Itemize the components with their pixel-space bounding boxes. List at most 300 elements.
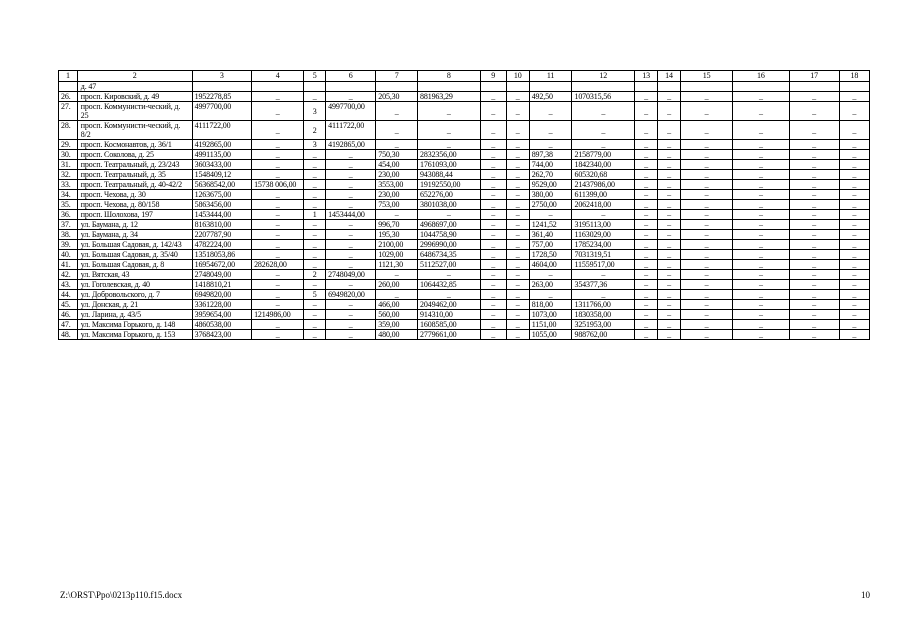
value-cell: 4997700,00 bbox=[192, 102, 251, 121]
value-cell: 6949820,00 bbox=[192, 290, 251, 300]
value-cell: – bbox=[733, 270, 789, 280]
value-cell: 5112527,00 bbox=[418, 260, 481, 270]
table-row bbox=[59, 160, 870, 170]
address-cell: ул. Максима Горького, д. 148 bbox=[77, 320, 192, 330]
value-cell: – bbox=[839, 280, 869, 290]
table-row bbox=[59, 300, 870, 310]
row-number: 29. bbox=[59, 140, 78, 150]
address-cell: просп. Соколова, д. 25 bbox=[77, 150, 192, 160]
address-cell: просп. Коммунисти-ческий, д. 25 bbox=[77, 102, 192, 121]
value-cell: _ bbox=[480, 320, 506, 330]
value-cell: _ bbox=[658, 150, 681, 160]
value-cell: _ bbox=[635, 160, 658, 170]
value-cell: _ bbox=[733, 150, 789, 160]
value-cell: _ bbox=[789, 170, 839, 180]
table-row bbox=[59, 330, 870, 340]
value-cell: 1311766,00 bbox=[572, 300, 635, 310]
value-cell: 3603433,00 bbox=[192, 160, 251, 170]
value-cell: _ bbox=[839, 290, 869, 300]
value-cell: 4860538,00 bbox=[192, 320, 251, 330]
value-cell: _ bbox=[681, 160, 733, 170]
address-cell: ул. Большая Садовая, д. 8 bbox=[77, 260, 192, 270]
value-cell: _ bbox=[681, 121, 733, 140]
value-cell: – bbox=[506, 220, 529, 230]
value-cell: _ bbox=[733, 290, 789, 300]
value-cell: – bbox=[658, 280, 681, 290]
value-cell: – bbox=[506, 210, 529, 220]
value-cell: _ bbox=[480, 290, 506, 300]
value-cell: 11559517,00 bbox=[572, 260, 635, 270]
value-cell: 4968697,00 bbox=[418, 220, 481, 230]
value-cell: – bbox=[789, 210, 839, 220]
address-cell: просп. Театральный, д. 23/243 bbox=[77, 160, 192, 170]
value-cell: – bbox=[480, 210, 506, 220]
value-cell: _ bbox=[252, 121, 304, 140]
value-cell: _ bbox=[681, 290, 733, 300]
value-cell: – bbox=[326, 220, 376, 230]
address-cell: ул. Максима Горького, д. 153 bbox=[77, 330, 192, 340]
row-number: 40. bbox=[59, 250, 78, 260]
value-cell: – bbox=[506, 190, 529, 200]
address-cell: ул. Добровольского, д. 7 bbox=[77, 290, 192, 300]
value-cell: 757,00 bbox=[529, 240, 572, 250]
value-cell: _ bbox=[252, 92, 304, 102]
value-cell: 4782224,00 bbox=[192, 240, 251, 250]
value-cell: – bbox=[658, 230, 681, 240]
value-cell: _ bbox=[681, 330, 733, 340]
value-cell: – bbox=[789, 280, 839, 290]
value-cell: 1064432,85 bbox=[418, 280, 481, 290]
table-row bbox=[59, 200, 870, 210]
value-cell: _ bbox=[529, 290, 572, 300]
value-cell: _ bbox=[326, 330, 376, 340]
value-cell: 5863456,00 bbox=[192, 200, 251, 210]
table-row bbox=[59, 210, 870, 220]
value-cell: _ bbox=[506, 140, 529, 150]
value-cell: _ bbox=[658, 170, 681, 180]
column-number-5: 5 bbox=[304, 71, 326, 82]
address-cell: ул. Ларина, д. 43/5 bbox=[77, 310, 192, 320]
value-cell: _ bbox=[326, 200, 376, 210]
value-cell: 611399,00 bbox=[572, 190, 635, 200]
value-cell: – bbox=[681, 280, 733, 290]
value-cell: 6949820,00 bbox=[326, 290, 376, 300]
value-cell: _ bbox=[789, 200, 839, 210]
table-row bbox=[59, 170, 870, 180]
value-cell: – bbox=[480, 270, 506, 280]
address-cell: просп. Космонавтов, д. 36/1 bbox=[77, 140, 192, 150]
value-cell: 4111722,00 bbox=[192, 121, 251, 140]
value-cell: _ bbox=[839, 330, 869, 340]
value-cell: 1263675,00 bbox=[192, 190, 251, 200]
value-cell: _ bbox=[304, 250, 326, 260]
address-cell: просп. Театральный, д. 40-42/2 bbox=[77, 180, 192, 190]
value-cell: _ bbox=[733, 140, 789, 150]
value-cell: _ bbox=[572, 140, 635, 150]
value-cell: – bbox=[839, 190, 869, 200]
value-cell: _ bbox=[839, 140, 869, 150]
value-cell: – bbox=[529, 210, 572, 220]
value-cell: – bbox=[529, 270, 572, 280]
value-cell: 260,00 bbox=[376, 280, 418, 290]
value-cell: _ bbox=[635, 290, 658, 300]
value-cell: 988762,00 bbox=[572, 330, 635, 340]
value-cell: _ bbox=[506, 330, 529, 340]
value-cell: _ bbox=[252, 320, 304, 330]
value-cell: _ bbox=[376, 121, 418, 140]
value-cell: – bbox=[839, 230, 869, 240]
value-cell: _ bbox=[681, 260, 733, 270]
value-cell: _ bbox=[304, 190, 326, 200]
continuation-text: д. 47 bbox=[77, 82, 192, 92]
column-number-12: 12 bbox=[572, 71, 635, 82]
row-number: 42. bbox=[59, 270, 78, 280]
value-cell: _ bbox=[789, 150, 839, 160]
row-number: 44. bbox=[59, 290, 78, 300]
value-cell: 2748049,00 bbox=[326, 270, 376, 280]
value-cell: _ bbox=[480, 121, 506, 140]
row-number: 28. bbox=[59, 121, 78, 140]
row-number: 39. bbox=[59, 240, 78, 250]
value-cell: – bbox=[480, 310, 506, 320]
column-number-3: 3 bbox=[192, 71, 251, 82]
value-cell: _ bbox=[506, 92, 529, 102]
value-cell: 1044758,90 bbox=[418, 230, 481, 240]
value-cell: _ bbox=[376, 140, 418, 150]
row-number: 43. bbox=[59, 280, 78, 290]
value-cell: _ bbox=[480, 330, 506, 340]
value-cell: 3 bbox=[304, 140, 326, 150]
value-cell: _ bbox=[658, 102, 681, 121]
column-number-13: 13 bbox=[635, 71, 658, 82]
value-cell: – bbox=[376, 270, 418, 280]
value-cell: 1029,00 bbox=[376, 250, 418, 260]
value-cell: – bbox=[839, 220, 869, 230]
value-cell: 263,00 bbox=[529, 280, 572, 290]
value-cell: _ bbox=[681, 200, 733, 210]
value-cell: _ bbox=[789, 102, 839, 121]
value-cell: 354377,36 bbox=[572, 280, 635, 290]
value-cell: _ bbox=[839, 170, 869, 180]
page-number: 10 bbox=[861, 590, 870, 600]
value-cell: _ bbox=[418, 121, 481, 140]
value-cell: _ bbox=[506, 290, 529, 300]
table-row bbox=[59, 180, 870, 190]
value-cell: _ bbox=[506, 240, 529, 250]
value-cell: _ bbox=[839, 320, 869, 330]
value-cell: _ bbox=[733, 240, 789, 250]
value-cell: _ bbox=[658, 200, 681, 210]
value-cell: 3251953,00 bbox=[572, 320, 635, 330]
address-cell: ул. Большая Садовая, д. 142/43 bbox=[77, 240, 192, 250]
value-cell: 2 bbox=[304, 270, 326, 280]
column-number-10: 10 bbox=[506, 71, 529, 82]
value-cell: 4111722,00 bbox=[326, 121, 376, 140]
value-cell: _ bbox=[839, 160, 869, 170]
column-number-2: 2 bbox=[77, 71, 192, 82]
value-cell: 282628,00 bbox=[252, 260, 304, 270]
value-cell: _ bbox=[789, 330, 839, 340]
value-cell: _ bbox=[839, 102, 869, 121]
value-cell: 480,00 bbox=[376, 330, 418, 340]
value-cell: – bbox=[658, 300, 681, 310]
value-cell: _ bbox=[733, 330, 789, 340]
value-cell: – bbox=[304, 280, 326, 290]
value-cell: – bbox=[480, 220, 506, 230]
value-cell: _ bbox=[506, 160, 529, 170]
value-cell: _ bbox=[635, 140, 658, 150]
value-cell: 1728,50 bbox=[529, 250, 572, 260]
value-cell: _ bbox=[480, 102, 506, 121]
row-number: 47. bbox=[59, 320, 78, 330]
value-cell: _ bbox=[658, 160, 681, 170]
value-cell: _ bbox=[658, 240, 681, 250]
value-cell: _ bbox=[304, 180, 326, 190]
value-cell: 2748049,00 bbox=[192, 270, 251, 280]
value-cell: – bbox=[635, 300, 658, 310]
value-cell: _ bbox=[789, 240, 839, 250]
column-number-6: 6 bbox=[326, 71, 376, 82]
address-cell: просп. Театральный, д. 35 bbox=[77, 170, 192, 180]
column-number-16: 16 bbox=[733, 71, 789, 82]
value-cell: _ bbox=[733, 180, 789, 190]
row-number: 45. bbox=[59, 300, 78, 310]
value-cell: _ bbox=[789, 92, 839, 102]
value-cell: – bbox=[252, 220, 304, 230]
value-cell: 560,00 bbox=[376, 310, 418, 320]
table-row bbox=[59, 220, 870, 230]
value-cell: 4192865,00 bbox=[326, 140, 376, 150]
value-cell: 8163810,00 bbox=[192, 220, 251, 230]
value-cell: _ bbox=[480, 180, 506, 190]
value-cell: _ bbox=[635, 330, 658, 340]
value-cell: 2158779,00 bbox=[572, 150, 635, 160]
value-cell: 466,00 bbox=[376, 300, 418, 310]
row-number: 37. bbox=[59, 220, 78, 230]
document-page bbox=[58, 70, 870, 340]
value-cell: _ bbox=[304, 150, 326, 160]
column-number-7: 7 bbox=[376, 71, 418, 82]
value-cell: _ bbox=[635, 102, 658, 121]
value-cell: _ bbox=[839, 121, 869, 140]
value-cell: 1214986,00 bbox=[252, 310, 304, 320]
row-number: 41. bbox=[59, 260, 78, 270]
value-cell: – bbox=[326, 230, 376, 240]
value-cell: _ bbox=[572, 102, 635, 121]
value-cell: _ bbox=[326, 180, 376, 190]
value-cell: 3553,00 bbox=[376, 180, 418, 190]
value-cell: 1453444,00 bbox=[192, 210, 251, 220]
row-number: 30. bbox=[59, 150, 78, 160]
value-cell: _ bbox=[529, 102, 572, 121]
column-number-14: 14 bbox=[658, 71, 681, 82]
table-row bbox=[59, 150, 870, 160]
value-cell: _ bbox=[252, 330, 304, 340]
value-cell: _ bbox=[480, 170, 506, 180]
value-cell: – bbox=[658, 210, 681, 220]
value-cell: – bbox=[658, 270, 681, 280]
address-cell: просп. Чехова, д. 30 bbox=[77, 190, 192, 200]
value-cell: 3 bbox=[304, 102, 326, 121]
value-cell: – bbox=[572, 210, 635, 220]
value-cell: _ bbox=[376, 102, 418, 121]
value-cell: _ bbox=[506, 200, 529, 210]
column-number-15: 15 bbox=[681, 71, 733, 82]
value-cell: 2062418,00 bbox=[572, 200, 635, 210]
value-cell: _ bbox=[658, 290, 681, 300]
value-cell: – bbox=[506, 230, 529, 240]
value-cell: _ bbox=[839, 250, 869, 260]
value-cell: – bbox=[733, 280, 789, 290]
value-cell: _ bbox=[681, 102, 733, 121]
value-cell: 750,30 bbox=[376, 150, 418, 160]
row-number: 33. bbox=[59, 180, 78, 190]
value-cell: 3361228,00 bbox=[192, 300, 251, 310]
value-cell: _ bbox=[635, 150, 658, 160]
table-row bbox=[59, 270, 870, 280]
value-cell: _ bbox=[326, 250, 376, 260]
table-row bbox=[59, 280, 870, 290]
value-cell: _ bbox=[506, 320, 529, 330]
table-row bbox=[59, 240, 870, 250]
value-cell: _ bbox=[252, 190, 304, 200]
value-cell: – bbox=[681, 220, 733, 230]
value-cell: – bbox=[733, 300, 789, 310]
value-cell: – bbox=[733, 210, 789, 220]
value-cell: _ bbox=[252, 170, 304, 180]
value-cell: 2996990,00 bbox=[418, 240, 481, 250]
value-cell: 1055,00 bbox=[529, 330, 572, 340]
value-cell: – bbox=[733, 230, 789, 240]
value-cell: 1548409,12 bbox=[192, 170, 251, 180]
column-number-4: 4 bbox=[252, 71, 304, 82]
value-cell: _ bbox=[326, 320, 376, 330]
value-cell: – bbox=[681, 270, 733, 280]
value-cell: _ bbox=[681, 170, 733, 180]
value-cell: _ bbox=[326, 92, 376, 102]
table-row bbox=[59, 190, 870, 200]
column-number-1: 1 bbox=[59, 71, 78, 82]
value-cell: – bbox=[480, 300, 506, 310]
value-cell: – bbox=[839, 310, 869, 320]
value-cell: – bbox=[326, 300, 376, 310]
value-cell: _ bbox=[635, 200, 658, 210]
value-cell: – bbox=[635, 310, 658, 320]
address-cell: ул. Баумана, д. 12 bbox=[77, 220, 192, 230]
value-cell: – bbox=[480, 190, 506, 200]
address-cell: просп. Чехова, д. 80/158 bbox=[77, 200, 192, 210]
value-cell: 16954672,00 bbox=[192, 260, 251, 270]
value-cell: – bbox=[839, 270, 869, 280]
value-cell: 56368542,00 bbox=[192, 180, 251, 190]
value-cell: – bbox=[635, 230, 658, 240]
address-cell: ул. Гоголевская, д. 40 bbox=[77, 280, 192, 290]
file-path: Z:\ORST\Ppo\0213p110.f15.docx bbox=[60, 590, 183, 600]
value-cell: _ bbox=[480, 140, 506, 150]
value-cell: _ bbox=[506, 170, 529, 180]
address-cell: просп. Коммунисти-ческий, д. 8/2 bbox=[77, 121, 192, 140]
value-cell: _ bbox=[252, 150, 304, 160]
value-cell: _ bbox=[733, 121, 789, 140]
value-cell: _ bbox=[480, 250, 506, 260]
value-cell: _ bbox=[572, 121, 635, 140]
row-number: 38. bbox=[59, 230, 78, 240]
value-cell: _ bbox=[635, 170, 658, 180]
value-cell: _ bbox=[658, 250, 681, 260]
column-number-17: 17 bbox=[789, 71, 839, 82]
table-row bbox=[59, 310, 870, 320]
value-cell: – bbox=[252, 270, 304, 280]
row-number: 46. bbox=[59, 310, 78, 320]
value-cell: _ bbox=[789, 320, 839, 330]
row-number: 35. bbox=[59, 200, 78, 210]
value-cell: 2750,00 bbox=[529, 200, 572, 210]
value-cell: 2779661,00 bbox=[418, 330, 481, 340]
column-number-18: 18 bbox=[839, 71, 869, 82]
value-cell: _ bbox=[304, 330, 326, 340]
value-cell: _ bbox=[789, 160, 839, 170]
value-cell: 3801038,00 bbox=[418, 200, 481, 210]
value-cell: 1163029,00 bbox=[572, 230, 635, 240]
value-cell: – bbox=[635, 220, 658, 230]
value-cell: _ bbox=[252, 140, 304, 150]
address-cell: ул. Донская, д. 21 bbox=[77, 300, 192, 310]
address-cell: просп. Кировский, д. 49 bbox=[77, 92, 192, 102]
value-cell: 4192865,00 bbox=[192, 140, 251, 150]
value-cell: 4604,00 bbox=[529, 260, 572, 270]
value-cell: – bbox=[480, 230, 506, 240]
value-cell: 4997700,00 bbox=[326, 102, 376, 121]
value-cell: 2832356,00 bbox=[418, 150, 481, 160]
value-cell: 1 bbox=[304, 210, 326, 220]
value-cell: _ bbox=[529, 140, 572, 150]
column-number-11: 11 bbox=[529, 71, 572, 82]
value-cell: _ bbox=[480, 260, 506, 270]
value-cell: 359,00 bbox=[376, 320, 418, 330]
value-cell: _ bbox=[733, 320, 789, 330]
value-cell: _ bbox=[733, 250, 789, 260]
value-cell: – bbox=[635, 210, 658, 220]
value-cell: _ bbox=[418, 140, 481, 150]
value-cell: _ bbox=[304, 320, 326, 330]
value-cell: – bbox=[681, 300, 733, 310]
value-cell: _ bbox=[572, 290, 635, 300]
value-cell: – bbox=[733, 310, 789, 320]
value-cell: _ bbox=[480, 92, 506, 102]
value-cell: _ bbox=[658, 140, 681, 150]
row-number: 26. bbox=[59, 92, 78, 102]
value-cell: _ bbox=[480, 240, 506, 250]
value-cell: 996,70 bbox=[376, 220, 418, 230]
value-cell: 1453444,00 bbox=[326, 210, 376, 220]
value-cell: _ bbox=[506, 121, 529, 140]
value-cell: _ bbox=[304, 92, 326, 102]
value-cell: – bbox=[789, 300, 839, 310]
value-cell: _ bbox=[681, 250, 733, 260]
value-cell: _ bbox=[635, 180, 658, 190]
row-number: 34. bbox=[59, 190, 78, 200]
value-cell: – bbox=[839, 300, 869, 310]
value-cell: – bbox=[304, 300, 326, 310]
value-cell: – bbox=[506, 270, 529, 280]
value-cell: 195,30 bbox=[376, 230, 418, 240]
value-cell: _ bbox=[480, 160, 506, 170]
value-cell: _ bbox=[326, 260, 376, 270]
value-cell: _ bbox=[681, 320, 733, 330]
value-cell: _ bbox=[529, 121, 572, 140]
value-cell: 492,50 bbox=[529, 92, 572, 102]
value-cell: _ bbox=[789, 180, 839, 190]
